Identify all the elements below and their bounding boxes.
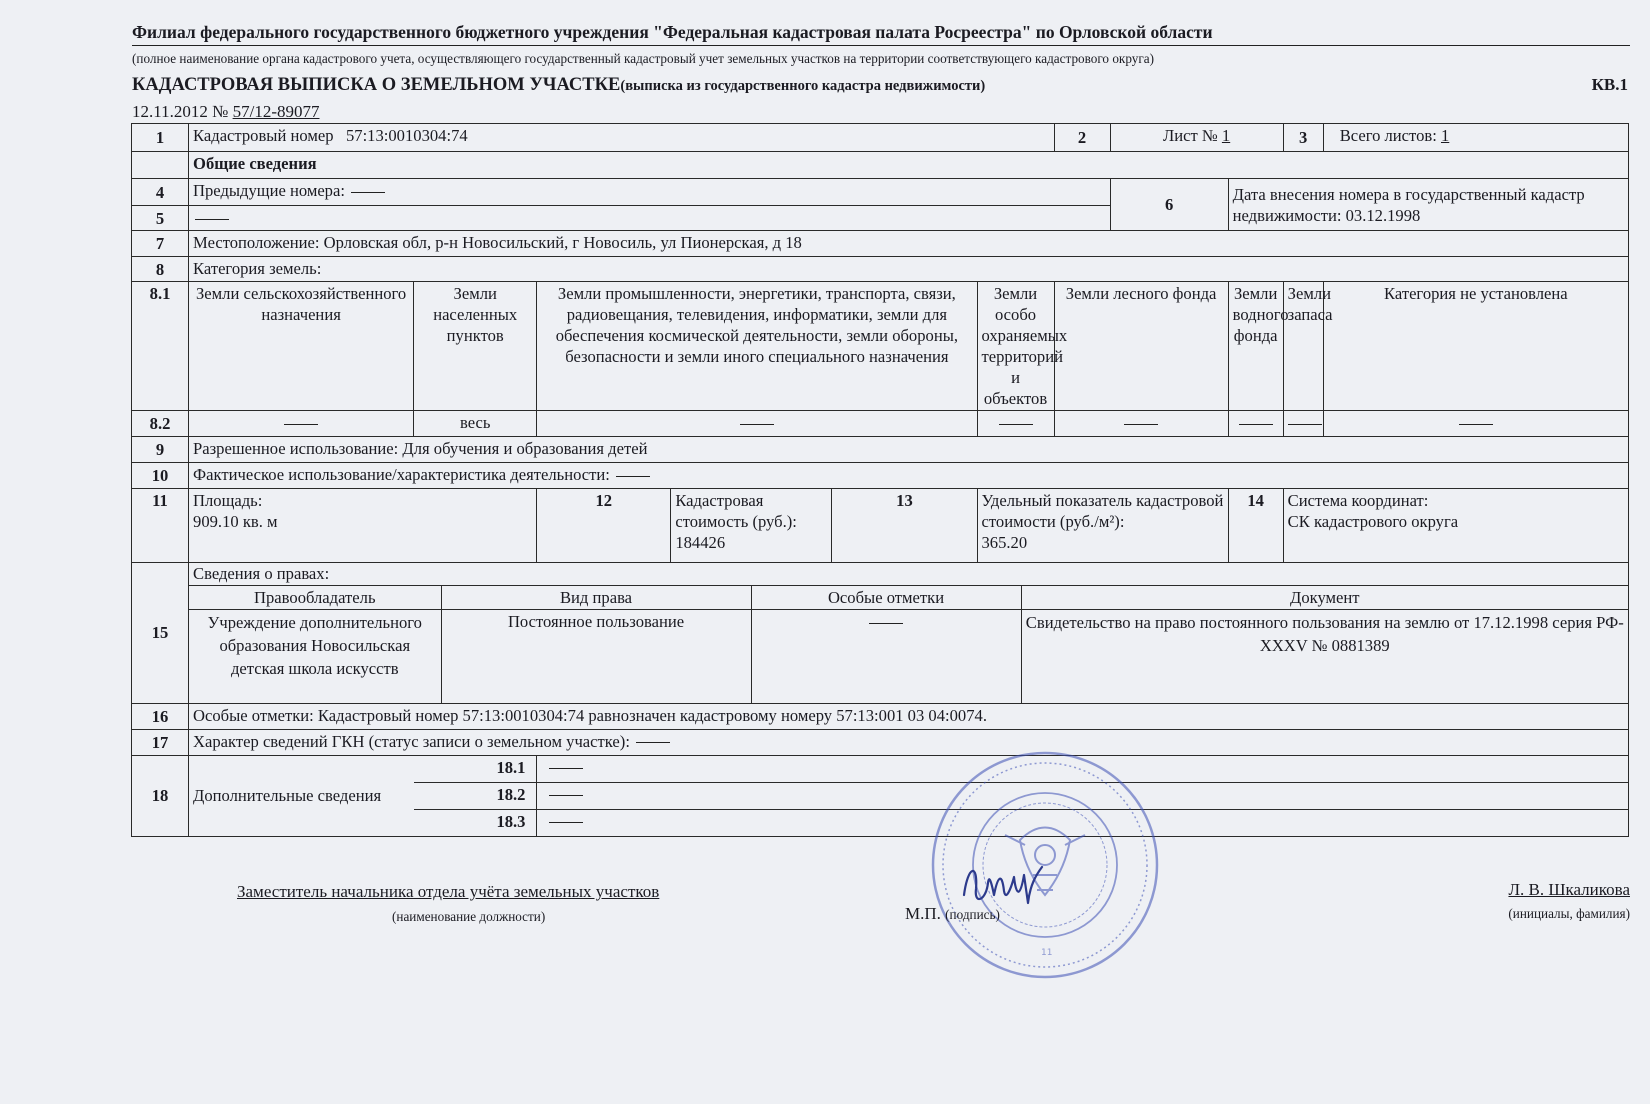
additional-sub-num: 18.2 <box>414 782 537 809</box>
record-status-cell <box>189 729 1629 755</box>
empty-dash <box>549 768 583 769</box>
cadastral-cost-cell <box>671 489 832 563</box>
registration-date: Дата внесения номера в государственный кадастр недвижимости: 03.12.1998 <box>1228 179 1628 231</box>
header-right-type: Вид права <box>441 586 751 610</box>
row-num: 9 <box>132 437 189 463</box>
total-sheets-cell <box>1323 124 1628 152</box>
specific-cost-value: 365.20 <box>981 533 1028 552</box>
empty-dash <box>195 219 229 220</box>
category-value-industrial <box>537 411 977 437</box>
total-sheets-label: Всего листов: <box>1339 126 1437 145</box>
row-num: 12 <box>537 489 671 563</box>
row-record-status <box>132 729 1629 755</box>
seal-place <box>905 904 1000 924</box>
record-status-label: Характер сведений ГКН (статус записи о земельном участке): <box>193 731 630 751</box>
cadastral-number-label: Кадастровый номер <box>193 126 334 145</box>
empty-dash <box>1124 424 1158 425</box>
right-holder: Учреждение дополнительного образования Новосильская детская школа искусств <box>189 610 441 703</box>
row-num: 14 <box>1228 489 1283 563</box>
row-num: 1 <box>132 124 189 152</box>
row-num: 2 <box>1054 124 1110 152</box>
category-not-set: Категория не установлена <box>1323 282 1628 411</box>
area-label: Площадь: <box>193 491 263 510</box>
cadastral-number-cell <box>189 124 1055 152</box>
row-num: 7 <box>132 231 189 257</box>
special-marks-text: Особые отметки: Кадастровый номер 57:13:0010304:74 равнозначен кадастровому номеру 57:13:001 03 04:0074. <box>189 703 1629 729</box>
row-cadastral-number <box>132 124 1629 152</box>
document-title <box>132 75 985 96</box>
form-code: КВ.1 <box>1591 75 1628 94</box>
row-num: 18 <box>132 755 189 836</box>
empty-dash <box>999 424 1033 425</box>
header-holder: Правообладатель <box>189 586 441 610</box>
previous-numbers-cell <box>189 179 1111 206</box>
category-protected: Земли особо охраняемых территорий и объектов <box>977 282 1054 411</box>
signatory-position: Заместитель начальника отдела учёта земельных участков <box>237 882 660 901</box>
position-note: (наименование должности) <box>392 909 546 924</box>
category-value-settlement: весь <box>414 411 537 437</box>
category-forest: Земли лесного фонда <box>1054 282 1228 411</box>
sheet-label: Лист № <box>1163 126 1218 145</box>
empty-dash <box>549 822 583 823</box>
row-num: 11 <box>132 489 189 563</box>
empty-dash <box>869 623 903 624</box>
additional-info-label: Дополнительные сведения <box>189 755 414 836</box>
total-sheets-value: 1 <box>1440 126 1450 145</box>
category-value-not-set <box>1323 411 1628 437</box>
cadastral-cost-label: Кадастровая стоимость (руб.): <box>675 491 797 531</box>
rights-table <box>189 586 1628 703</box>
empty-cell <box>132 152 189 179</box>
row-num: 15 <box>132 563 189 704</box>
empty-dash <box>636 742 670 743</box>
row-area-cost <box>132 489 1629 563</box>
location-text: Местоположение: Орловская обл, р-н Новосильский, г Новосиль, ул Пионерская, д 18 <box>189 231 1629 257</box>
coordinate-system-cell <box>1283 489 1628 563</box>
header-underline <box>132 45 1630 46</box>
special-notes-value <box>751 610 1021 703</box>
category-reserve: Земли запаса <box>1283 282 1323 411</box>
name-note: (инициалы, фамилия) <box>1508 906 1630 921</box>
area-value: 909.10 кв. м <box>193 512 278 531</box>
row-5-value <box>189 206 1111 231</box>
document-date <box>132 102 319 122</box>
category-value-water <box>1228 411 1283 437</box>
previous-numbers-label: Предыдущие номера: <box>193 181 345 200</box>
actual-use-label: Фактическое использование/характеристика деятельности: <box>193 465 610 484</box>
empty-dash <box>1239 424 1273 425</box>
document-number: 57/12-89077 <box>232 102 320 121</box>
rights-header-row <box>189 586 1628 610</box>
header-document: Документ <box>1021 586 1628 610</box>
category-agricultural: Земли сельскохозяйственного назначения <box>189 282 414 411</box>
rights-data-row <box>189 610 1628 703</box>
svg-text:11: 11 <box>1041 948 1053 958</box>
empty-dash <box>1459 424 1493 425</box>
row-num: 8.2 <box>132 411 189 437</box>
row-additional-1 <box>132 755 1629 782</box>
row-categories <box>132 282 1629 411</box>
category-settlement: Земли населенных пунктов <box>414 282 537 411</box>
row-location <box>132 231 1629 257</box>
additional-sub-num: 18.3 <box>414 809 537 836</box>
row-num: 16 <box>132 703 189 729</box>
signatory-name: Л. В. Шкаликова <box>1508 880 1630 899</box>
row-rights <box>132 563 1629 704</box>
area-cell <box>189 489 537 563</box>
coordinate-system-value: СК кадастрового округа <box>1287 512 1459 531</box>
cadastral-table <box>131 123 1629 837</box>
rights-cell <box>189 563 1629 704</box>
rights-document: Свидетельство на право постоянного пользования на землю от 17.12.1998 серия РФ-XXXV № 0881389 <box>1021 610 1628 703</box>
cadastral-cost-value: 184426 <box>675 533 726 552</box>
general-label: Общие сведения <box>189 152 1629 179</box>
empty-dash <box>1288 424 1322 425</box>
category-value-protected <box>977 411 1054 437</box>
row-num: 3 <box>1283 124 1323 152</box>
sheet-value: 1 <box>1221 126 1231 145</box>
specific-cost-cell <box>977 489 1228 563</box>
row-land-category <box>132 257 1629 282</box>
title-sub: (выписка из государственного кадастра недвижимости) <box>620 78 986 94</box>
row-num: 8 <box>132 257 189 282</box>
cadastral-number-value: 57:13:0010304:74 <box>345 126 468 145</box>
row-permitted-use <box>132 437 1629 463</box>
signature-note: (подпись) <box>945 907 1000 922</box>
empty-dash <box>616 476 650 477</box>
category-industrial: Земли промышленности, энергетики, транспорта, связи, радиовещания, телевидения, информатики, земли для обеспечения космической деятельности, земли обороны, безопасности и земли иного специального назначения <box>537 282 977 411</box>
organization-name: Филиал федерального государственного бюджетного учреждения "Федеральная кадастровая палата Росреестра" по Орловской области <box>132 22 1213 42</box>
organization-note: (полное наименование органа кадастрового учета, осуществляющего государственный кадастровый учет земельных участков на территории соответствующего кадастрового округа) <box>132 51 1154 66</box>
empty-dash <box>351 192 385 193</box>
empty-dash <box>740 424 774 425</box>
row-num: 17 <box>132 729 189 755</box>
coordinate-system-label: Система координат: <box>1287 491 1429 510</box>
category-value-agricultural <box>189 411 414 437</box>
additional-sub-num: 18.1 <box>414 755 537 782</box>
row-actual-use <box>132 463 1629 489</box>
date-text: 12.11.2012 № <box>132 102 229 121</box>
row-num: 10 <box>132 463 189 489</box>
actual-use-cell <box>189 463 1629 489</box>
rights-label: Сведения о правах: <box>189 563 1628 586</box>
row-num: 4 <box>132 179 189 206</box>
category-water: Земли водного фонда <box>1228 282 1283 411</box>
row-num: 6 <box>1110 179 1228 231</box>
empty-dash <box>549 795 583 796</box>
specific-cost-label: Удельный показатель кадастровой стоимости (руб./м²): <box>981 491 1224 531</box>
row-num: 5 <box>132 206 189 231</box>
permitted-use-text: Разрешенное использование: Для обучения и образования детей <box>189 437 1629 463</box>
right-type: Постоянное пользование <box>441 610 751 703</box>
category-value-forest <box>1054 411 1228 437</box>
row-previous-numbers <box>132 179 1629 206</box>
land-category-label: Категория земель: <box>189 257 1629 282</box>
title-main: КАДАСТРОВАЯ ВЫПИСКА О ЗЕМЕЛЬНОМ УЧАСТКЕ <box>132 75 621 95</box>
category-value-reserve <box>1283 411 1323 437</box>
row-general <box>132 152 1629 179</box>
row-num: 13 <box>832 489 977 563</box>
row-special-marks <box>132 703 1629 729</box>
row-num: 8.1 <box>132 282 189 411</box>
header-special-notes: Особые отметки <box>751 586 1021 610</box>
sheet-cell <box>1110 124 1283 152</box>
mp-label: М.П. <box>905 904 941 923</box>
empty-dash <box>284 424 318 425</box>
row-category-values <box>132 411 1629 437</box>
